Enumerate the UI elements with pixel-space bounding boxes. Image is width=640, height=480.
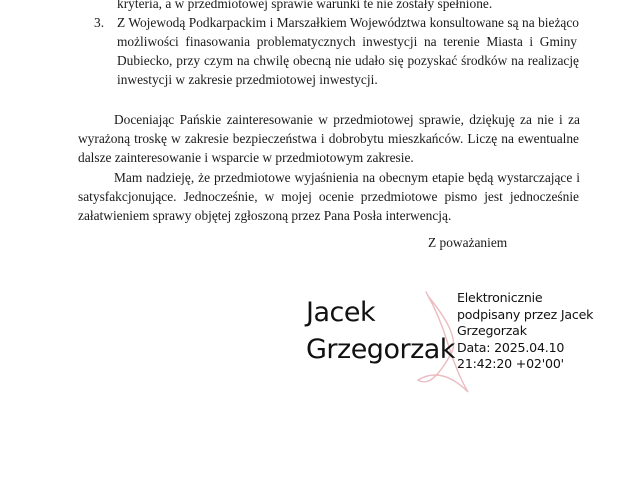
signature-meta-line: Grzegorzak <box>457 323 527 339</box>
list-item-2-tail: kryteria, a w przedmiotowej sprawie warunki te nie zostały spełnione. <box>117 0 493 11</box>
paragraph-1-line-2: wyrażoną troskę w zakresie bezpieczeństwa i dobrobytu mieszkańców. Liczę na ewentualne <box>78 131 579 146</box>
signature-meta-line: Elektronicznie <box>457 290 543 305</box>
paragraph-2-line-2: satysfakcjonujące. Jednocześnie, w mojej ocenie przedmiotowe pismo jest jednocześnie <box>78 189 579 204</box>
paragraph-2-line-1: Mam nadzieję, że przedmiotowe wyjaśnienia na obecnym etapie będą wystarczające i <box>114 170 580 185</box>
list-item-3-line-3: Dubiecko, przy czym na chwilę obecną nie udało się pozyskać środków na realizację <box>117 53 579 68</box>
list-item-3-number: 3. <box>94 15 105 30</box>
signature-meta-date: Data: 2025.04.10 <box>457 339 565 355</box>
list-item-3-line-4: inwestycji w zakresie przedmiotowej inwestycji. <box>117 72 378 87</box>
list-item-3-line-1: Z Wojewodą Podkarpackim i Marszałkiem Województwa konsultowane są na bieżąco <box>117 15 579 30</box>
signature-meta-line: podpisany przez Jacek <box>457 306 594 322</box>
paragraph-1-line-1: Doceniając Pańskie zainteresowanie w przedmiotowej sprawie, dziękuję za nie i za <box>114 112 580 127</box>
paragraph-1-line-3: dalsze zainteresowanie i wsparcie w przedmiotowym zakresie. <box>78 150 414 165</box>
signature-last-name: Grzegorzak <box>306 334 455 365</box>
signature-first-name: Jacek <box>306 297 376 328</box>
paragraph-2-line-3: załatwieniem sprawy objętej zgłoszoną przez Pana Posła interwencją. <box>78 208 452 223</box>
list-item-3-line-2: możliwości finasowania problematycznych inwestycji na terenie Miasta i Gminy <box>117 34 577 49</box>
signature-meta-time: 21:42:20 +02'00' <box>457 356 564 372</box>
signature-metadata <box>457 290 593 373</box>
closing-salutation: Z poważaniem <box>428 235 508 250</box>
